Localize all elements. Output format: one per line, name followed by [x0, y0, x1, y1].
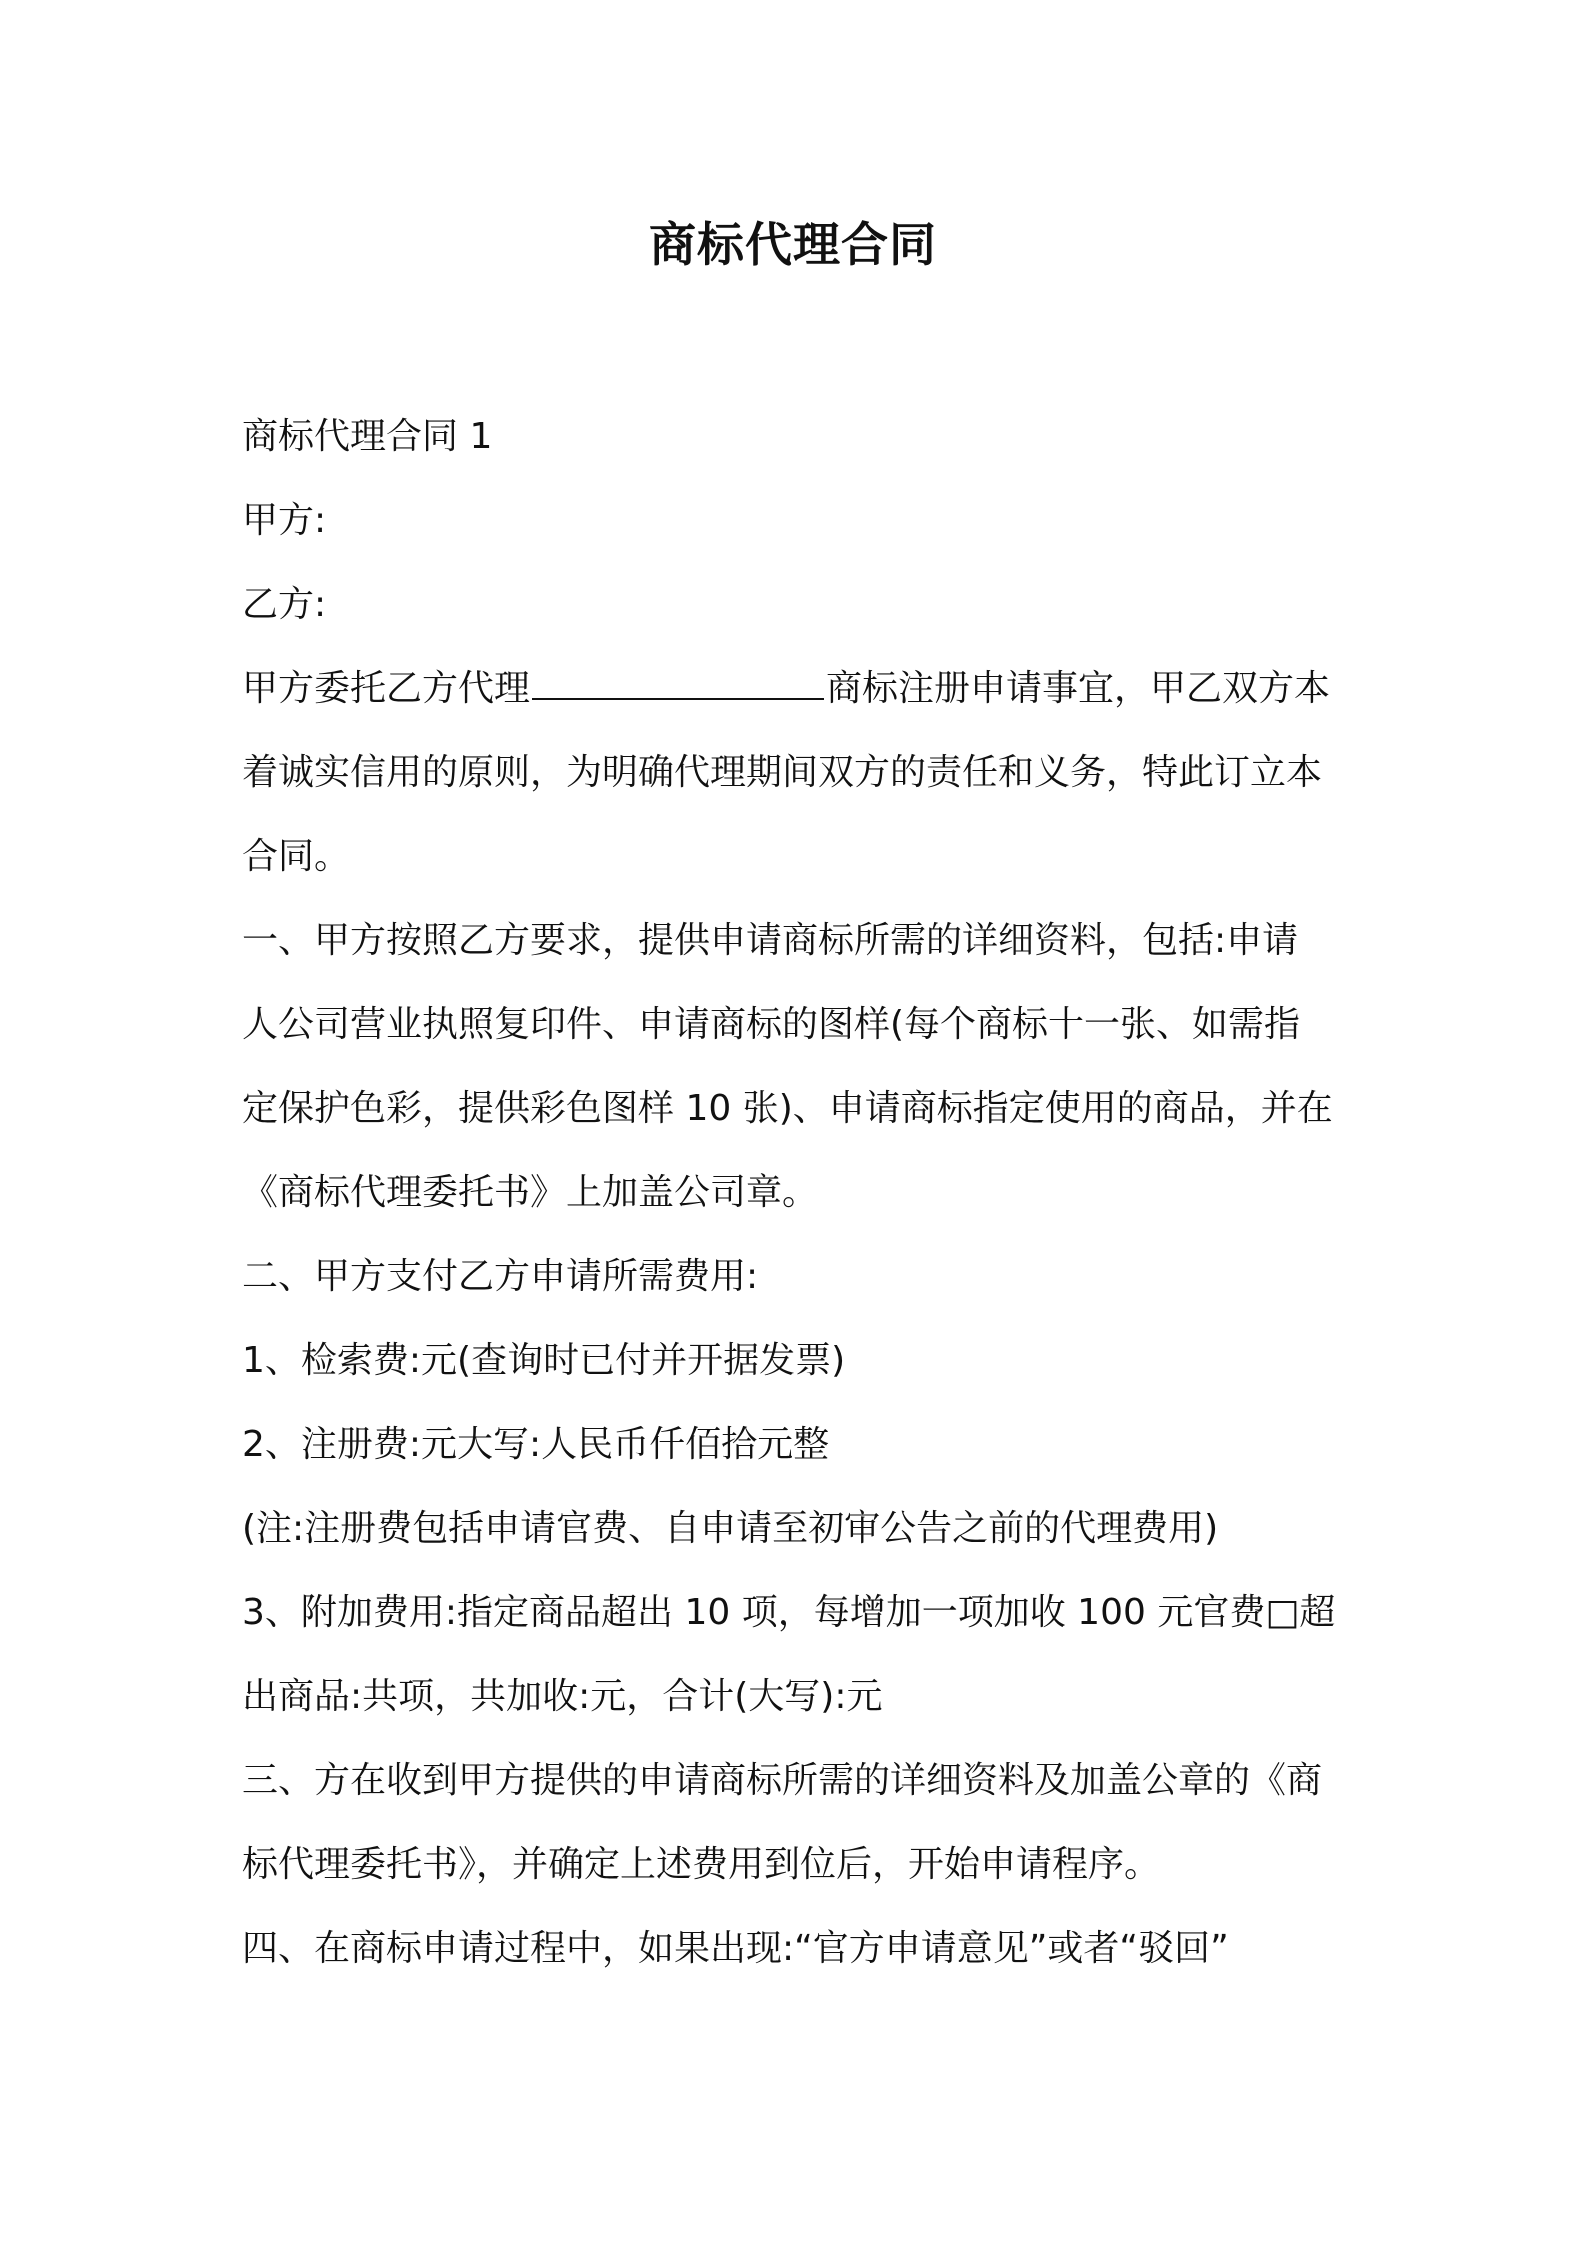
- text-segment: 甲方委托乙方代理: [242, 668, 531, 709]
- paragraph-line: (注:注册费包括申请官费、自申请至初审公告之前的代理费用): [242, 1508, 1219, 1549]
- paragraph-line: [242, 647, 1352, 731]
- paragraph-line: 四、在商标申请过程中，如果出现:“官方申请意见”或者“驳回”: [242, 1928, 1229, 1969]
- paragraph-line: 《商标代理委托书》上加盖公司章。: [242, 1172, 819, 1213]
- paragraph-line: 2、注册费:元大写:人民币仟佰拾元整: [242, 1424, 830, 1465]
- paragraph-line: 定保护色彩，提供彩色图样 10 张)、申请商标指定使用的商品，并在: [242, 1088, 1333, 1129]
- paragraph-line: 一、甲方按照乙方要求，提供申请商标所需的详细资料，包括:申请: [242, 920, 1299, 961]
- paragraph-line: 三、方在收到甲方提供的申请商标所需的详细资料及加盖公章的《商: [242, 1760, 1323, 1801]
- document-title: 商标代理合同: [649, 218, 937, 273]
- fill-in-blank: [532, 668, 824, 700]
- paragraph-line: 标代理委托书》，并确定上述费用到位后，开始申请程序。: [242, 1844, 1161, 1885]
- party-b-line: 乙方:: [242, 584, 327, 625]
- document-body: [242, 395, 1352, 1991]
- paragraph-line: 3、附加费用:指定商品超出 10 项，每增加一项加收 100 元官费□超: [242, 1592, 1336, 1633]
- text-segment: 商标注册申请事宜，甲乙双方本: [826, 668, 1331, 709]
- paragraph-line: 合同。: [242, 836, 351, 877]
- paragraph-line: 二、甲方支付乙方申请所需费用:: [242, 1256, 759, 1297]
- paragraph-line: 人公司营业执照复印件、申请商标的图样(每个商标十一张、如需指: [242, 1004, 1301, 1045]
- paragraph-line: 1、检索费:元(查询时已付并开据发票): [242, 1340, 846, 1381]
- paragraph-line: 着诚实信用的原则，为明确代理期间双方的责任和义务，特此订立本: [242, 752, 1323, 793]
- contract-subtitle: 商标代理合同 1: [242, 416, 493, 457]
- party-a-line: 甲方:: [242, 500, 327, 541]
- paragraph-line: 出商品:共项，共加收:元，合计(大写):元: [242, 1676, 883, 1717]
